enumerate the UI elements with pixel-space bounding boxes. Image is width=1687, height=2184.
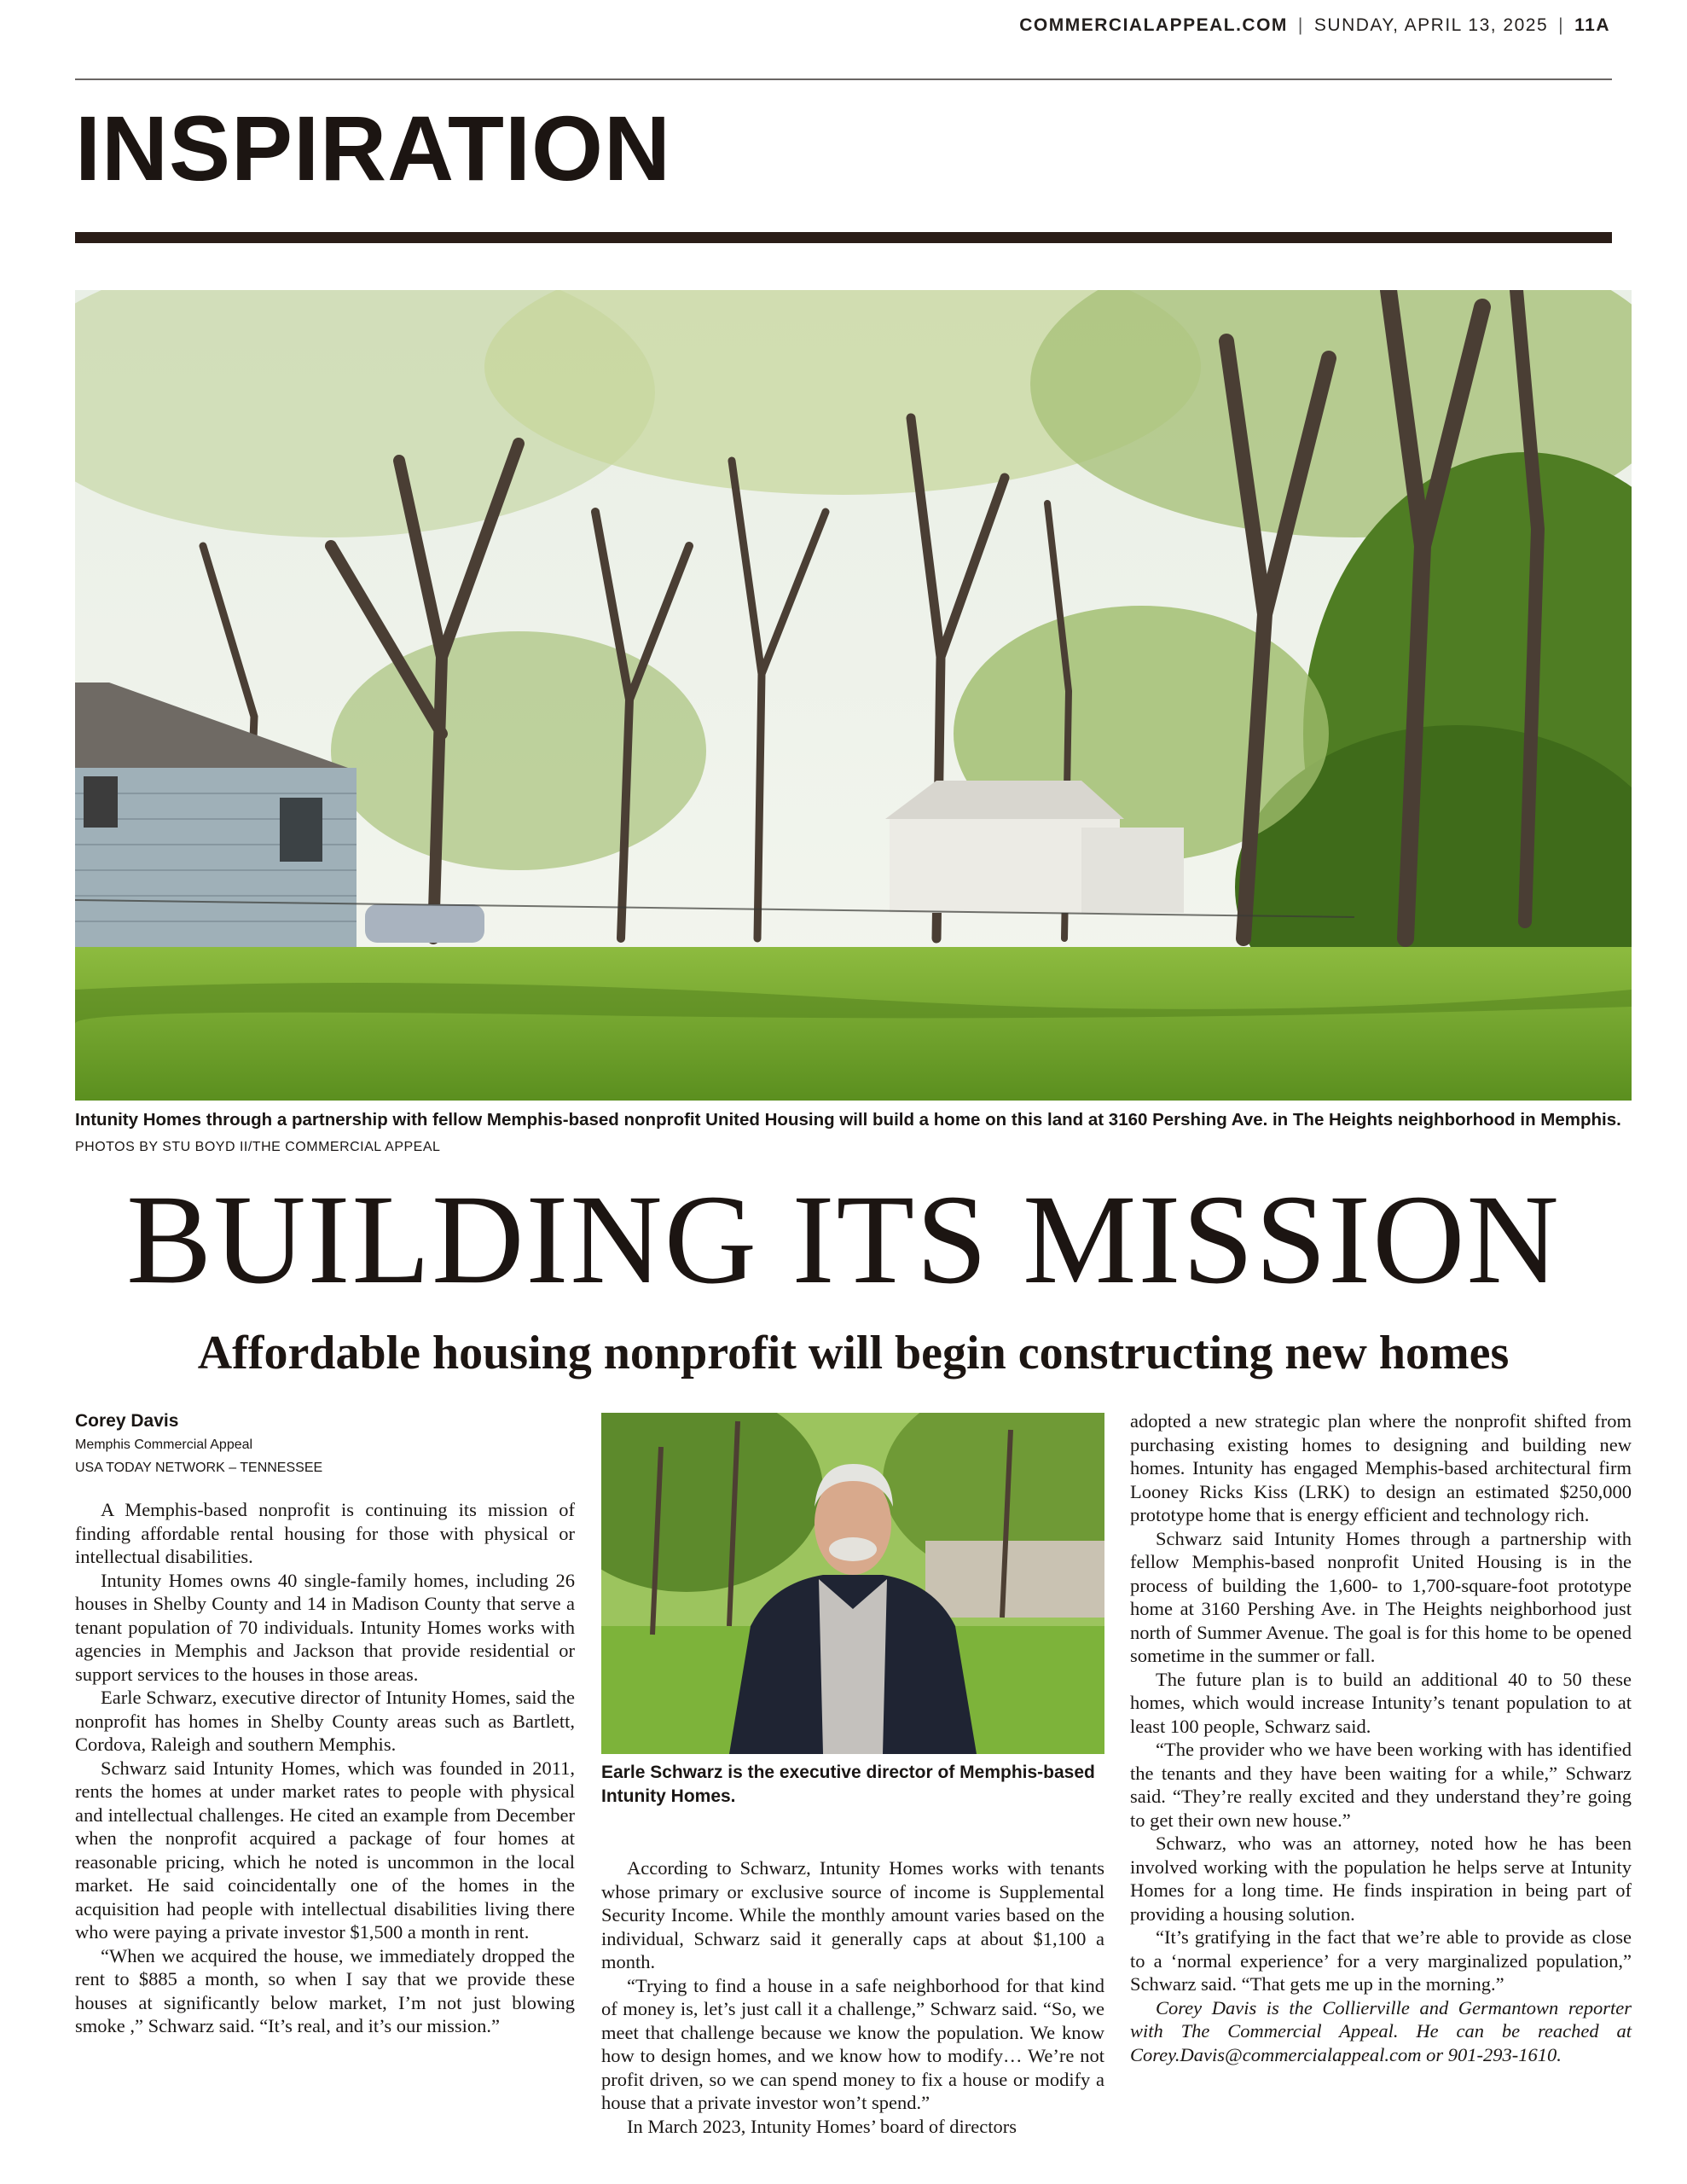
page-number: 11A [1574, 15, 1610, 35]
caption-text: Intunity Homes through a partnership with fellow Memphis-based nonprofit United Housing will build a home on this land at 3160 Pershing Ave. in The Heights neighborhood in Memphis. [75, 1110, 1621, 1130]
paragraph: Earle Schwarz, executive director of Intunity Homes, said the nonprofit has homes in Shelby County areas such as Bartlett, Cordova, Raleigh and southern Memphis. [75, 1687, 575, 1755]
subheadline: Affordable housing nonprofit will begin constructing new homes [197, 1327, 1510, 1380]
paragraph: Schwarz, who was an attorney, noted how he has been involved working with the population he helps serve at Intunity Homes for a long time. He finds inspiration in being part of providing a housing solution. [1130, 1833, 1632, 1925]
byline-author: Corey Davis [75, 1411, 179, 1431]
paragraph: Intunity Homes owns 40 single-family homes, including 26 houses in Shelby County and 14 in Madison County that serve a tenant population of 70 individuals. Intunity Homes works with agencies in Memphis and Jackson that provide residential or support services to the houses in those areas. [75, 1569, 575, 1685]
paragraph: “The provider who we have been working with has identified the tenants and they have been waiting for a while,” Schwarz said. “They’re really excited and they understand they’re going to get their own new house.” [1130, 1739, 1632, 1831]
paragraph: “When we acquired the house, we immediately dropped the rent to $885 a month, so when I say that we provide these houses at significantly below market, I’m not just blowing smoke ,” Schwarz said. “It’s real, and it’s our mission.” [75, 1944, 575, 2036]
byline [75, 1409, 322, 1479]
paragraph: The future plan is to build an additional 40 to 50 these homes, which would increase Intunity’s tenant population to at least 100 people, Schwarz said. [1130, 1668, 1632, 1737]
paragraph: “It’s gratifying in the fact that we’re able to provide as close to a ‘normal experience’ for a very marginalized population,” Schwarz said. “That gets me up in the morning.” [1130, 1926, 1632, 1995]
article-column-3 [1130, 1409, 1632, 2066]
paragraph: adopted a new strategic plan where the nonprofit shifted from purchasing existing homes to designing and building new homes. Intunity has engaged Memphis-based architectural firm Looney Ricks Kiss (LRK) to design an estimated $250,000 prototype home that is energy efficient and technology rich. [1130, 1410, 1632, 1525]
page-header [1019, 15, 1610, 36]
section-rule [75, 232, 1612, 243]
paragraph: In March 2023, Intunity Homes’ board of directors [627, 2115, 1017, 2137]
article-column-2 [601, 1856, 1104, 2138]
photo-credit: PHOTOS BY STU BOYD II/THE COMMERCIAL APPEAL [75, 1140, 441, 1154]
main-photo [75, 290, 1632, 1101]
inset-photo-caption: Earle Schwarz is the executive director of Memphis-based Intunity Homes. [601, 1763, 1095, 1806]
site-name: COMMERCIALAPPEAL.COM [1019, 15, 1288, 35]
paragraph: Schwarz said Intunity Homes through a partnership with fellow Memphis-based nonprofit United Housing is in the process of building the 1,600- to 1,700-square-foot prototype home at 3160 Pershing Ave. in The Heights neighborhood just north of Summer Avenue. The goal is for this home to be opened sometime in the summer or fall. [1130, 1527, 1632, 1666]
article-column-1 [75, 1498, 575, 2038]
header-rule [75, 78, 1612, 80]
paragraph: “Trying to find a house in a safe neighborhood for that kind of money is, let’s just call it a challenge,” Schwarz said. “So, we meet that challenge because we know the population. We know how to design homes, and we know how to modify… We’re not profit driven, so we can spend money to fix a house or modify a house that a private investor won’t spend.” [601, 1974, 1104, 2113]
paragraph: Schwarz said Intunity Homes, which was founded in 2011, rents the homes at under market rates to people with physical and intellectual challenges. He cited an example from December when the nonprofit acquired a package of four homes at reasonable pricing, which he noted is uncommon in the local market. He said coincidentally one of the homes in the acquisition had people with intellectual disabilities living there who were paying a private investor $1,500 a month in rent. [75, 1757, 575, 1943]
byline-organization: Memphis Commercial Appeal [75, 1438, 253, 1452]
author-bio: Corey Davis is the Collierville and Germantown reporter with The Commercial Appeal. He can be reached at Corey.Davis@commercialappeal.com or 901-293-1610. [1130, 1996, 1632, 2065]
inset-photo [601, 1413, 1104, 1754]
paragraph: A Memphis-based nonprofit is continuing its mission of finding affordable rental housing for those with physical or intellectual disabilities. [75, 1499, 575, 1567]
paragraph: According to Schwarz, Intunity Homes works with tenants whose primary or exclusive source of income is Supplemental Security Income. While the monthly amount varies based on the individual, Schwarz said it generally caps at about $1,100 a month. [601, 1857, 1104, 1972]
main-photo-caption [75, 1107, 1632, 1160]
header-separator: | [1297, 15, 1304, 35]
issue-date: SUNDAY, APRIL 13, 2025 [1313, 15, 1549, 35]
byline-network: USA TODAY NETWORK – TENNESSEE [75, 1461, 323, 1475]
headline: BUILDING ITS MISSION [126, 1169, 1561, 1310]
header-separator: | [1558, 15, 1565, 35]
section-title: INSPIRATION [75, 96, 672, 200]
